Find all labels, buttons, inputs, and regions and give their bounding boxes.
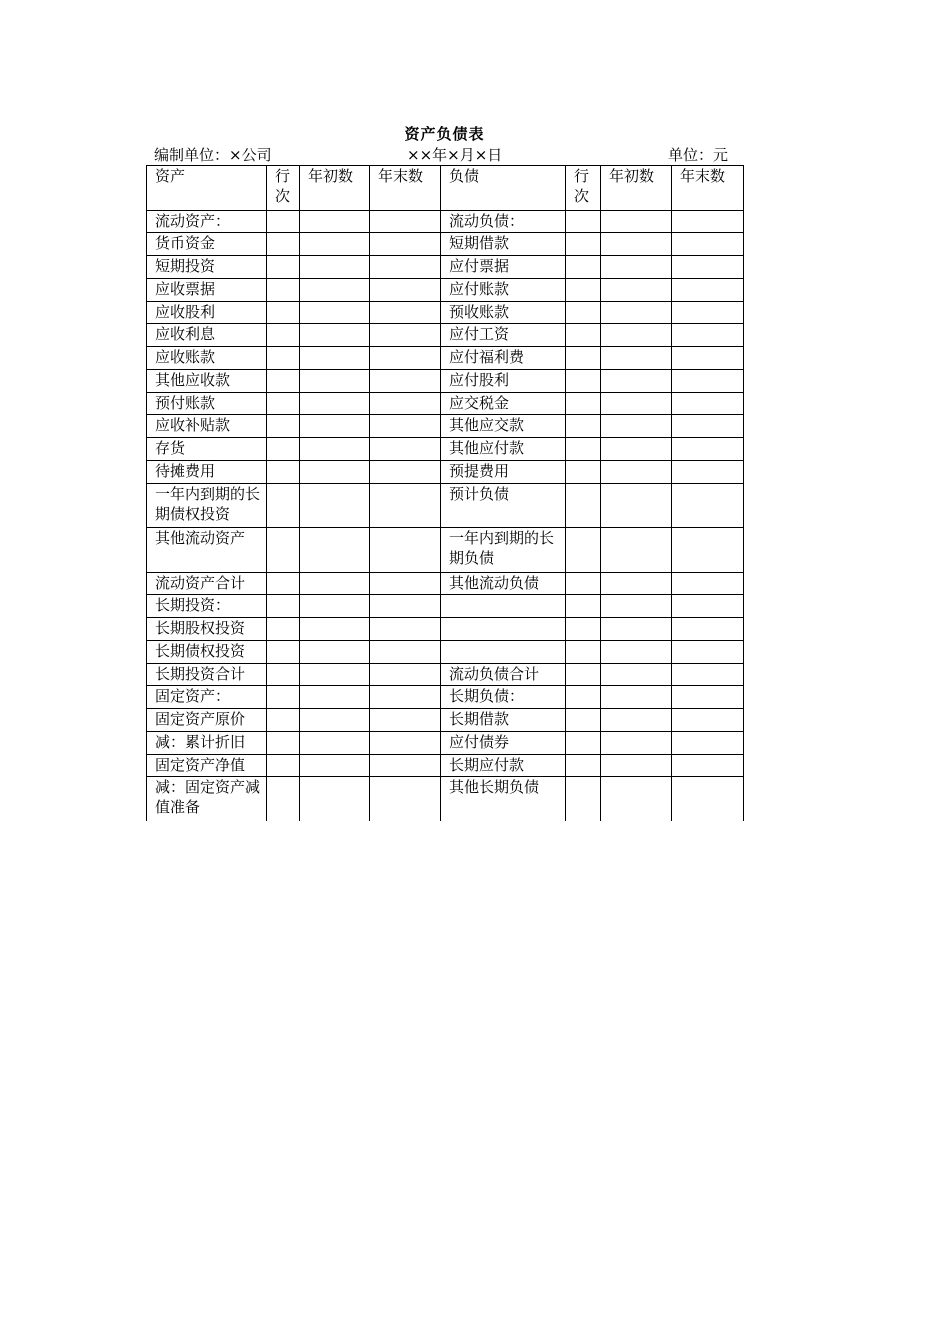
closing-cell: [672, 528, 744, 573]
table-row: [147, 731, 744, 754]
line-no-cell: [267, 278, 300, 301]
closing-cell: [370, 528, 441, 573]
asset-cell: 应收补贴款: [147, 415, 267, 438]
opening-cell: [601, 731, 672, 754]
closing-cell: [370, 777, 441, 821]
line-no-cell: [566, 278, 601, 301]
closing-cell: [672, 618, 744, 641]
line-no-cell: [566, 438, 601, 461]
table-row: [147, 528, 744, 573]
line-no-cell: [267, 324, 300, 347]
unit-label: 单位：元: [668, 146, 729, 164]
line-no-cell: [566, 777, 601, 821]
opening-cell: [601, 369, 672, 392]
liability-cell: 应付股利: [441, 369, 566, 392]
header-closing: 年末数: [370, 166, 441, 211]
opening-cell: [601, 392, 672, 415]
table-row: [147, 210, 744, 233]
line-no-cell: [267, 777, 300, 821]
line-no-cell: [566, 709, 601, 732]
closing-cell: [370, 686, 441, 709]
line-no-cell: [566, 392, 601, 415]
closing-cell: [370, 572, 441, 595]
asset-cell: 长期投资合计: [147, 663, 267, 686]
closing-cell: [370, 731, 441, 754]
table-row: [147, 324, 744, 347]
asset-cell: 长期投资：: [147, 595, 267, 618]
asset-cell: 长期债权投资: [147, 640, 267, 663]
header-liability: 负债: [441, 166, 566, 211]
line-no-cell: [267, 483, 300, 528]
opening-cell: [300, 460, 370, 483]
asset-cell: 其他流动资产: [147, 528, 267, 573]
liability-cell: 其他应交款: [441, 415, 566, 438]
table-row: [147, 754, 744, 777]
closing-cell: [370, 278, 441, 301]
opening-cell: [601, 709, 672, 732]
liability-cell: 应交税金: [441, 392, 566, 415]
opening-cell: [300, 618, 370, 641]
table-row: [147, 392, 744, 415]
asset-cell: 固定资产：: [147, 686, 267, 709]
line-no-cell: [566, 483, 601, 528]
closing-cell: [672, 233, 744, 256]
liability-cell: 预提费用: [441, 460, 566, 483]
opening-cell: [300, 347, 370, 370]
line-no-cell: [267, 301, 300, 324]
asset-cell: 固定资产净值: [147, 754, 267, 777]
closing-cell: [370, 347, 441, 370]
table-row: [147, 595, 744, 618]
closing-cell: [370, 324, 441, 347]
company-label: 编制单位：×公司: [154, 146, 272, 164]
line-no-cell: [566, 595, 601, 618]
opening-cell: [300, 392, 370, 415]
opening-cell: [601, 324, 672, 347]
table-row: [147, 618, 744, 641]
closing-cell: [672, 572, 744, 595]
line-no-cell: [566, 210, 601, 233]
line-no-cell: [267, 256, 300, 279]
table-row: [147, 369, 744, 392]
opening-cell: [601, 528, 672, 573]
opening-cell: [601, 572, 672, 595]
liability-cell: 长期负债：: [441, 686, 566, 709]
opening-cell: [300, 528, 370, 573]
closing-cell: [672, 256, 744, 279]
closing-cell: [672, 709, 744, 732]
report-date: ××年×月×日: [407, 146, 503, 164]
closing-cell: [370, 460, 441, 483]
liability-cell: 长期借款: [441, 709, 566, 732]
table-row: [147, 777, 744, 821]
opening-cell: [300, 663, 370, 686]
line-no-cell: [566, 301, 601, 324]
table-row: [147, 640, 744, 663]
table-row: [147, 278, 744, 301]
closing-cell: [672, 777, 744, 821]
closing-cell: [370, 210, 441, 233]
opening-cell: [300, 233, 370, 256]
closing-cell: [672, 640, 744, 663]
closing-cell: [370, 754, 441, 777]
line-no-cell: [566, 686, 601, 709]
closing-cell: [370, 301, 441, 324]
opening-cell: [300, 256, 370, 279]
closing-cell: [370, 369, 441, 392]
line-no-cell: [566, 572, 601, 595]
header-asset: 资产: [147, 166, 267, 211]
closing-cell: [370, 663, 441, 686]
asset-cell: 流动资产合计: [147, 572, 267, 595]
closing-cell: [672, 324, 744, 347]
line-no-cell: [566, 369, 601, 392]
opening-cell: [300, 595, 370, 618]
table-row: [147, 460, 744, 483]
line-no-cell: [267, 731, 300, 754]
liability-cell: 应付账款: [441, 278, 566, 301]
opening-cell: [601, 663, 672, 686]
table-row: [147, 686, 744, 709]
closing-cell: [672, 483, 744, 528]
opening-cell: [601, 256, 672, 279]
line-no-cell: [566, 256, 601, 279]
opening-cell: [300, 324, 370, 347]
liability-cell: 流动负债：: [441, 210, 566, 233]
line-no-cell: [566, 347, 601, 370]
opening-cell: [300, 777, 370, 821]
opening-cell: [300, 438, 370, 461]
line-no-cell: [267, 210, 300, 233]
table-row: [147, 572, 744, 595]
line-no-cell: [267, 618, 300, 641]
asset-cell: 一年内到期的长期债权投资: [147, 483, 267, 528]
closing-cell: [370, 595, 441, 618]
liability-cell: 短期借款: [441, 233, 566, 256]
line-no-cell: [267, 233, 300, 256]
closing-cell: [672, 595, 744, 618]
opening-cell: [601, 438, 672, 461]
table-row: [147, 415, 744, 438]
page-title: 资产负债表: [404, 125, 485, 143]
asset-cell: 流动资产：: [147, 210, 267, 233]
closing-cell: [672, 369, 744, 392]
line-no-cell: [267, 369, 300, 392]
header-line-no: 行次: [267, 166, 300, 211]
asset-cell: 减：固定资产减值准备: [147, 777, 267, 821]
asset-cell: 应收票据: [147, 278, 267, 301]
opening-cell: [300, 483, 370, 528]
liability-cell: [441, 640, 566, 663]
opening-cell: [601, 301, 672, 324]
closing-cell: [370, 438, 441, 461]
line-no-cell: [566, 640, 601, 663]
closing-cell: [370, 618, 441, 641]
opening-cell: [300, 640, 370, 663]
asset-cell: 待摊费用: [147, 460, 267, 483]
liability-cell: 其他流动负债: [441, 572, 566, 595]
closing-cell: [672, 415, 744, 438]
closing-cell: [672, 438, 744, 461]
closing-cell: [370, 256, 441, 279]
header-opening: 年初数: [300, 166, 370, 211]
balance-sheet-table: [146, 165, 744, 821]
opening-cell: [300, 278, 370, 301]
line-no-cell: [267, 347, 300, 370]
closing-cell: [672, 754, 744, 777]
closing-cell: [672, 301, 744, 324]
closing-cell: [370, 392, 441, 415]
opening-cell: [601, 460, 672, 483]
opening-cell: [601, 595, 672, 618]
opening-cell: [601, 347, 672, 370]
opening-cell: [601, 278, 672, 301]
line-no-cell: [566, 415, 601, 438]
asset-cell: 应收账款: [147, 347, 267, 370]
liability-cell: [441, 618, 566, 641]
line-no-cell: [267, 415, 300, 438]
table-row: [147, 301, 744, 324]
line-no-cell: [267, 572, 300, 595]
closing-cell: [672, 347, 744, 370]
opening-cell: [601, 618, 672, 641]
header-row: [147, 166, 744, 211]
asset-cell: 货币资金: [147, 233, 267, 256]
closing-cell: [672, 663, 744, 686]
opening-cell: [601, 777, 672, 821]
opening-cell: [601, 483, 672, 528]
asset-cell: 减：累计折旧: [147, 731, 267, 754]
line-no-cell: [566, 731, 601, 754]
opening-cell: [601, 210, 672, 233]
asset-cell: 固定资产原价: [147, 709, 267, 732]
asset-cell: 其他应收款: [147, 369, 267, 392]
liability-cell: 应付债券: [441, 731, 566, 754]
opening-cell: [300, 709, 370, 732]
asset-cell: 长期股权投资: [147, 618, 267, 641]
liability-cell: 应付工资: [441, 324, 566, 347]
closing-cell: [370, 483, 441, 528]
opening-cell: [601, 686, 672, 709]
opening-cell: [601, 415, 672, 438]
liability-cell: 应付票据: [441, 256, 566, 279]
liability-cell: 一年内到期的长期负债: [441, 528, 566, 573]
asset-cell: 存货: [147, 438, 267, 461]
table-row: [147, 483, 744, 528]
opening-cell: [300, 415, 370, 438]
line-no-cell: [267, 663, 300, 686]
liability-cell: 预计负债: [441, 483, 566, 528]
opening-cell: [300, 686, 370, 709]
table-row: [147, 663, 744, 686]
line-no-cell: [267, 640, 300, 663]
table-row: [147, 256, 744, 279]
opening-cell: [300, 731, 370, 754]
opening-cell: [601, 233, 672, 256]
liability-cell: 应付福利费: [441, 347, 566, 370]
line-no-cell: [566, 460, 601, 483]
table-row: [147, 347, 744, 370]
closing-cell: [370, 415, 441, 438]
closing-cell: [672, 731, 744, 754]
table-row: [147, 709, 744, 732]
line-no-cell: [267, 438, 300, 461]
closing-cell: [672, 392, 744, 415]
asset-cell: 应收利息: [147, 324, 267, 347]
line-no-cell: [267, 392, 300, 415]
line-no-cell: [267, 528, 300, 573]
liability-cell: 预收账款: [441, 301, 566, 324]
header-opening: 年初数: [601, 166, 672, 211]
closing-cell: [672, 210, 744, 233]
closing-cell: [672, 278, 744, 301]
line-no-cell: [566, 528, 601, 573]
line-no-cell: [267, 460, 300, 483]
liability-cell: 其他长期负债: [441, 777, 566, 821]
opening-cell: [300, 301, 370, 324]
opening-cell: [601, 754, 672, 777]
closing-cell: [370, 640, 441, 663]
table-row: [147, 233, 744, 256]
line-no-cell: [566, 618, 601, 641]
line-no-cell: [566, 754, 601, 777]
line-no-cell: [566, 324, 601, 347]
closing-cell: [370, 709, 441, 732]
liability-cell: 长期应付款: [441, 754, 566, 777]
closing-cell: [672, 686, 744, 709]
opening-cell: [300, 572, 370, 595]
header-closing: 年末数: [672, 166, 744, 211]
line-no-cell: [566, 663, 601, 686]
opening-cell: [601, 640, 672, 663]
opening-cell: [300, 210, 370, 233]
asset-cell: 预付账款: [147, 392, 267, 415]
table-row: [147, 438, 744, 461]
opening-cell: [300, 369, 370, 392]
asset-cell: 短期投资: [147, 256, 267, 279]
line-no-cell: [267, 754, 300, 777]
header-line-no: 行次: [566, 166, 601, 211]
line-no-cell: [267, 709, 300, 732]
line-no-cell: [267, 686, 300, 709]
line-no-cell: [267, 595, 300, 618]
closing-cell: [672, 460, 744, 483]
opening-cell: [300, 754, 370, 777]
liability-cell: 其他应付款: [441, 438, 566, 461]
liability-cell: [441, 595, 566, 618]
liability-cell: 流动负债合计: [441, 663, 566, 686]
asset-cell: 应收股利: [147, 301, 267, 324]
line-no-cell: [566, 233, 601, 256]
closing-cell: [370, 233, 441, 256]
